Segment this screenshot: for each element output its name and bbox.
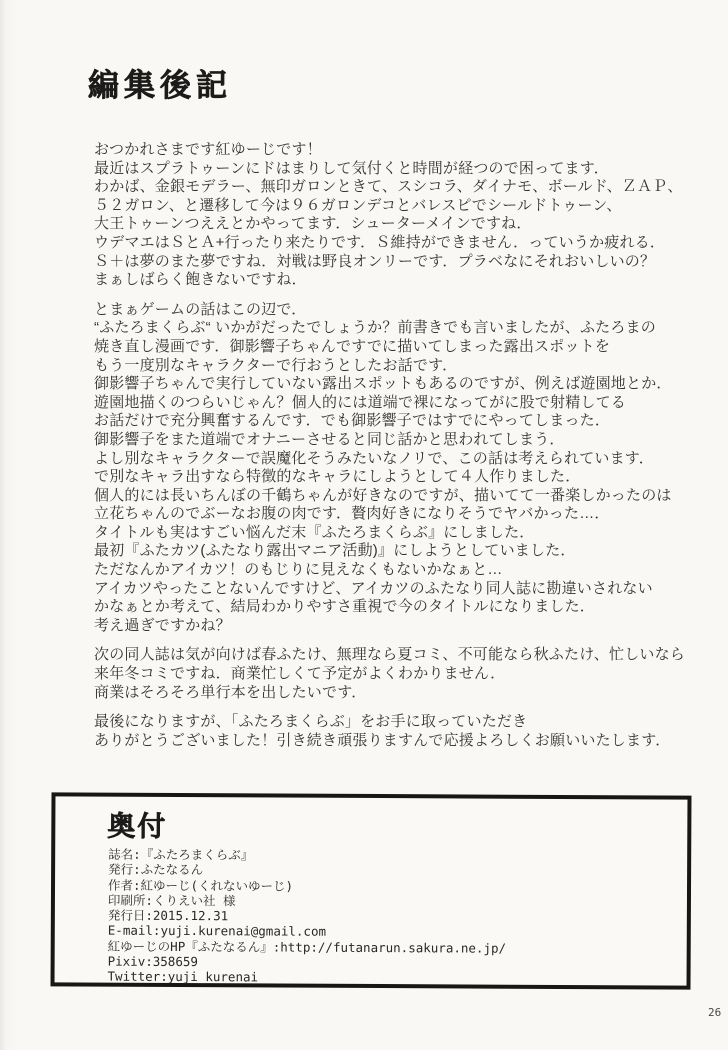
afterword-line: 遊園地描くのつらいじゃん？個人的には道端で裸になってがに股で射精してる — [94, 393, 627, 411]
colophon-line-printer: 印刷所:くりえい社 様 — [107, 892, 236, 909]
colophon-line-date: 発行日:2015.12.31 — [107, 907, 229, 924]
afterword-line: かなぁとか考えて、結局わかりやすさ重視で今のタイトルになりました． — [94, 598, 596, 616]
afterword-line: 考え過ぎですかね？ — [94, 616, 231, 634]
afterword-paragraph-2 — [94, 301, 686, 636]
afterword-line: 商業はそろそろ単行本を出したいです． — [94, 683, 367, 701]
colophon-line-pixiv: Pixiv:358659 — [107, 953, 198, 970]
page-title: 編集後記 — [88, 68, 232, 103]
afterword-line: “ふたろまくらぶ“ いかがだったでしょうか？前書きでも言いましたが、ふたろまの — [94, 319, 656, 337]
colophon-line-title: 誌名:『ふたろまくらぶ』 — [108, 846, 254, 863]
afterword-line: 最後になりますが、「ふたろまくらぶ」をお手に取っていただき — [94, 713, 528, 731]
colophon-line-publisher: 発行:ふたなるん — [108, 861, 204, 878]
afterword-line: わかば、金銀モデラー、無印ガロンときて、スシコラ、ダイナモ、ボールド、ＺＡＰ、 — [94, 178, 683, 196]
afterword-line: まぁしばらく飽きないですね． — [94, 271, 307, 289]
afterword-line: よし別なキャラクターで誤魔化そうみたいなノリで、この話は考えられています． — [94, 449, 655, 467]
afterword-line: 最近はスプラトゥーンにドはまりして気付くと時間が経つので困ってます． — [94, 159, 609, 177]
afterword-line: 大王トゥーンつええとかやってます．シューターメインですね． — [94, 215, 532, 233]
afterword-line: もう一度別なキャラクターで行おうとしたお話です． — [94, 356, 458, 374]
colophon-line-twitter: Twitter:yuji_kurenai — [107, 968, 259, 985]
afterword-paragraph-3 — [94, 646, 686, 702]
afterword-line: とまぁゲームの話はこの辺で． — [94, 300, 307, 318]
colophon-line-homepage: 紅ゆーじのHP『ふたなるん』:http://futanarun.sakura.ne.jp/ — [107, 938, 507, 956]
afterword-line: ただなんかアイカツ！のもじりに見えなくもないかなぁと… — [94, 561, 503, 579]
afterword-line: おつかれさまです紅ゆーじです！ — [94, 141, 322, 158]
afterword-text — [94, 141, 686, 761]
afterword-paragraph-1 — [94, 141, 686, 290]
afterword-line: 焼き直し漫画です．御影響子ちゃんですでに描いてしまった露出スポットを — [94, 337, 611, 355]
afterword-line: 来年冬コミですね．商業忙しくて予定がよくわかりません． — [94, 665, 506, 683]
colophon-line-email: E-mail:yuji.kurenai@gmail.com — [107, 923, 327, 940]
afterword-line: 個人的には長いちんぼの千鶴ちゃんが好きなのですが、描いてて一番楽しかったのは — [94, 486, 672, 504]
page-number: 26 — [708, 1006, 722, 1019]
afterword-line: タイトルも実はすごい悩んだ末『ふたろまくらぶ』にしました． — [94, 523, 535, 541]
afterword-line: お話だけで充分興奮するんです．でも御影響子ではすでにやってしまった． — [94, 412, 611, 430]
colophon-title: 奥付 — [107, 810, 168, 842]
afterword-line: で別なキャラ出すなら特徴的なキャラにしようとして４人作りました． — [94, 468, 581, 486]
colophon-line-author: 作者:紅ゆーじ(くれないゆーじ) — [107, 877, 294, 894]
afterword-line: 最初『ふたカツ(ふたなり露出マニア活動)』にしようとしていました． — [94, 542, 576, 560]
colophon-box — [50, 792, 691, 989]
afterword-line: アイカツやったことないんですけど、アイカツのふたなり同人誌に勘違いされない — [94, 579, 653, 597]
afterword-line: ありがとうございました！引き続き頑張りますんで応援よろしくお願いいたします． — [94, 731, 671, 749]
afterword-line: 御影響子をまた道端でオナニーさせると同じ話かと思われてしまう． — [94, 430, 565, 448]
afterword-line: Ｓ＋は夢のまた夢ですね．対戦は野良オンリーです．プラベなにそれおいしいの？ — [94, 252, 656, 270]
afterword-line: 次の同人誌は気が向けば春ふたけ、無理なら夏コミ、不可能なら秋ふたけ、忙しいなら — [94, 646, 686, 664]
afterword-line: ５２ガロン、と遷移して今は９６ガロンデコとバレスピでシールドトゥーン、 — [94, 196, 622, 214]
afterword-line: 立花ちゃんのでぶーなお腹の肉です．贅肉好きになりそうでヤバかった…． — [94, 505, 610, 523]
afterword-line: ウデマエはＳとＡ+行ったり来たりです．Ｓ維持ができません．っていうか疲れる． — [94, 233, 666, 251]
afterword-line: 御影響子ちゃんで実行していない露出スポットもあるのですが、例えば遊園地とか． — [94, 375, 672, 393]
afterword-paragraph-4 — [94, 713, 686, 750]
colophon-details — [108, 847, 507, 987]
